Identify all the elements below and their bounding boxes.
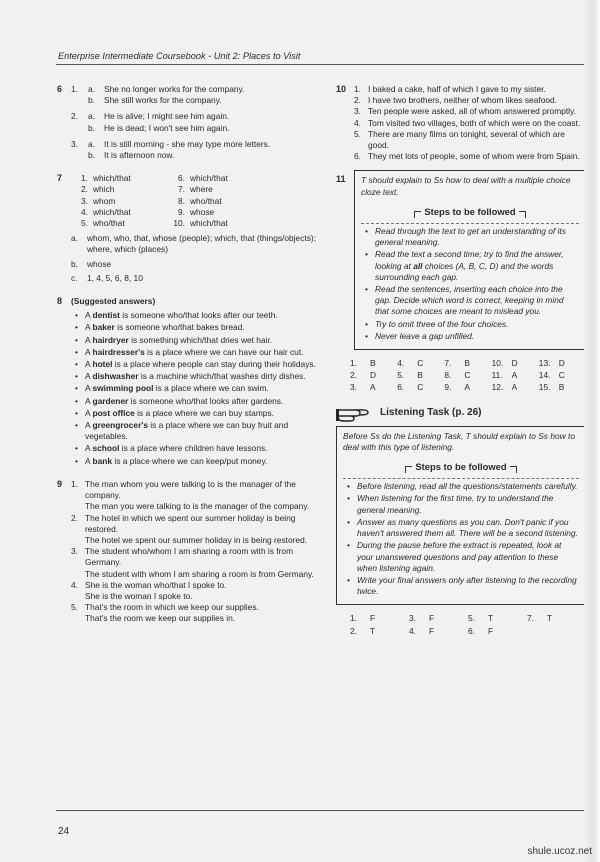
sub-answers: a. whom, who, that, whose (people); which, that (things/objects); where, which (places) b. whose c. 1, 4, 5, 6, 8, 10 <box>71 233 317 283</box>
list-item: • A dishwasher is a machine which/that washes dirty dishes. <box>75 371 306 382</box>
list-item: • A dentist is someone who/that looks after our teeth. <box>75 310 278 321</box>
exercise-11 <box>336 170 586 393</box>
page-number: 24 <box>58 826 70 837</box>
exercise-number: 11 <box>336 174 346 185</box>
list-item: 3. The student who/whom I am sharing a room with is from Germany. The student with whom I am sharing a room is from Germany. <box>71 546 314 579</box>
list-item: 1. I baked a cake, half of which I gave to my sister. <box>354 84 546 94</box>
bullet-list <box>71 310 319 467</box>
list-item: • A greengrocer's is a place where we can buy fruit and vegetables. <box>75 420 289 442</box>
exercise-10 <box>336 84 586 162</box>
box-intro: Before Ss do the Listening Task, T should explain to Ss how to deal with this type of listening. <box>343 430 576 452</box>
list-item: • A hotel is a place where people can stay during their holidays. <box>75 359 316 370</box>
exercise-number: 10 <box>336 84 347 94</box>
list-item: • A gardener is someone who/that looks after gardens. <box>75 395 284 406</box>
list-item: • A school is a place where children have lessons. <box>75 443 268 454</box>
footer-rule <box>56 810 586 811</box>
header-rule <box>56 64 586 65</box>
list-item: • Never leave a gap unfilled. <box>365 330 475 341</box>
list-item: 5. There are many films on tonight, several of which are good. <box>354 128 565 151</box>
list-item: • A hairdresser's is a place where we can have our hair cut. <box>75 346 304 357</box>
list-item: • Before listening, read all the questions/statements carefully. <box>347 481 578 492</box>
list-item: • Read the sentences, inserting each choice into the gap. Decide which word is correct, keeping in mind that some choices are meant to mislead you. <box>365 284 564 317</box>
left-column <box>57 84 319 633</box>
list-item: • A bank is a place where we can keep/put money. <box>75 455 268 466</box>
list-item: • During the pause before the extract is repeated, look at your unanswered questions and pay attention to these when listening again. <box>347 540 562 573</box>
list-item: 3. Ten people were asked, all of whom answered promptly. <box>354 106 576 117</box>
list-item: 5. That's the room in which we keep our supplies. That's the room we keep our supplies in. <box>71 602 259 624</box>
answer-pair: 3. a. It is still morning - she may type more letters. b. It is afternoon now. <box>71 138 271 161</box>
instruction-box <box>354 170 586 350</box>
list-item: 1. The man whom you were talking to is the manager of the company. The man you were talking to is the manager of the company. <box>71 478 310 512</box>
answer-pair: 1. a. She no longer works for the company. b. She still works for the company. <box>71 84 245 106</box>
steps-title: Steps to be followed <box>343 461 579 472</box>
steps-divider <box>361 223 579 224</box>
list-item: 6. They met lots of people, some of whom were from Spain. <box>354 151 580 162</box>
listening-task <box>336 404 586 637</box>
steps-divider <box>343 478 579 479</box>
exercise-7 <box>57 173 319 284</box>
list-item: • A baker is someone who/that bakes bread. <box>75 322 245 333</box>
answer-key: 1. F 3. F 5. T 7. T 2. T 4. F 6. F <box>350 613 553 636</box>
list-item: • Write your final answers only after listening to the recording twice. <box>347 574 577 597</box>
exercise-number: 7 <box>57 173 63 184</box>
list-item: • When listening for the first time, try to understand the general meaning. <box>347 493 554 515</box>
exercise-number: 9 <box>57 478 63 489</box>
page-header: Enterprise Intermediate Coursebook - Unit 2: Places to Visit <box>58 51 301 61</box>
list-item: • A post office is a place where we can buy stamps. <box>75 407 274 418</box>
section-heading: (Suggested answers) <box>71 296 156 307</box>
list-item: 2. The hotel in which we spent our summer holiday is being restored. The hotel we spent our summer holiday in is being restored. <box>71 512 308 545</box>
watermark: shule.ucoz.net <box>527 846 592 857</box>
exercise-6 <box>57 84 319 161</box>
page-edge <box>584 0 600 862</box>
list-item: 4. She is the woman who/that I spoke to. She is the woman I spoke to. <box>71 579 227 601</box>
answer-key: 1. B 4. C 7. B 10. D 13. D 2. D 5. B 8. C 11. A 14. C 3. A 6. C 9. A 12. A 15. B <box>350 358 565 393</box>
right-column <box>336 84 586 647</box>
exercise-number: 6 <box>57 84 63 94</box>
list-item: • Read through the text to get an understanding of its general meaning. <box>365 226 566 248</box>
section-title: Listening Task (p. 26) <box>380 407 482 419</box>
list-item: • Read the text a second time; try to find the answer, looking at all choices (A, B, C, D) and the words surrounding each gap. <box>365 249 564 282</box>
steps-list <box>343 481 579 597</box>
answer-pair: 2. a. He is alive; I might see him again. b. He is dead; I won't see him again. <box>71 111 230 133</box>
instruction-box <box>336 426 586 606</box>
list-item: • Try to omit three of the four choices. <box>365 318 509 329</box>
list-item: • Answer as many questions as you can. Don't panic if you haven't answered them all. There will be a second listening. <box>347 516 578 539</box>
exercise-number: 8 <box>57 296 63 307</box>
list-item: 2. I have two brothers, neither of whom likes seafood. <box>354 95 558 106</box>
list-item: • A swimming pool is a place where we can swim. <box>75 383 269 394</box>
list-item: • A hairdryer is something which/that dries wet hair. <box>75 334 273 345</box>
steps-title: Steps to be followed <box>361 206 579 217</box>
steps-list <box>361 226 579 342</box>
exercise-8 <box>57 296 319 467</box>
exercise-9 <box>57 479 319 625</box>
answer-grid: 1. which/that 6. which/that 2. which 7. where 3. whom 8. who/that 4. which/that 9. whose 5. who/that 10. which/that <box>81 173 228 229</box>
pointing-hand-icon <box>336 404 370 422</box>
list-item: 4. Tom visited two villages, both of which were on the coast. <box>354 117 581 128</box>
box-intro: T should explain to Ss how to deal with a multiple choice cloze text. <box>361 175 571 197</box>
